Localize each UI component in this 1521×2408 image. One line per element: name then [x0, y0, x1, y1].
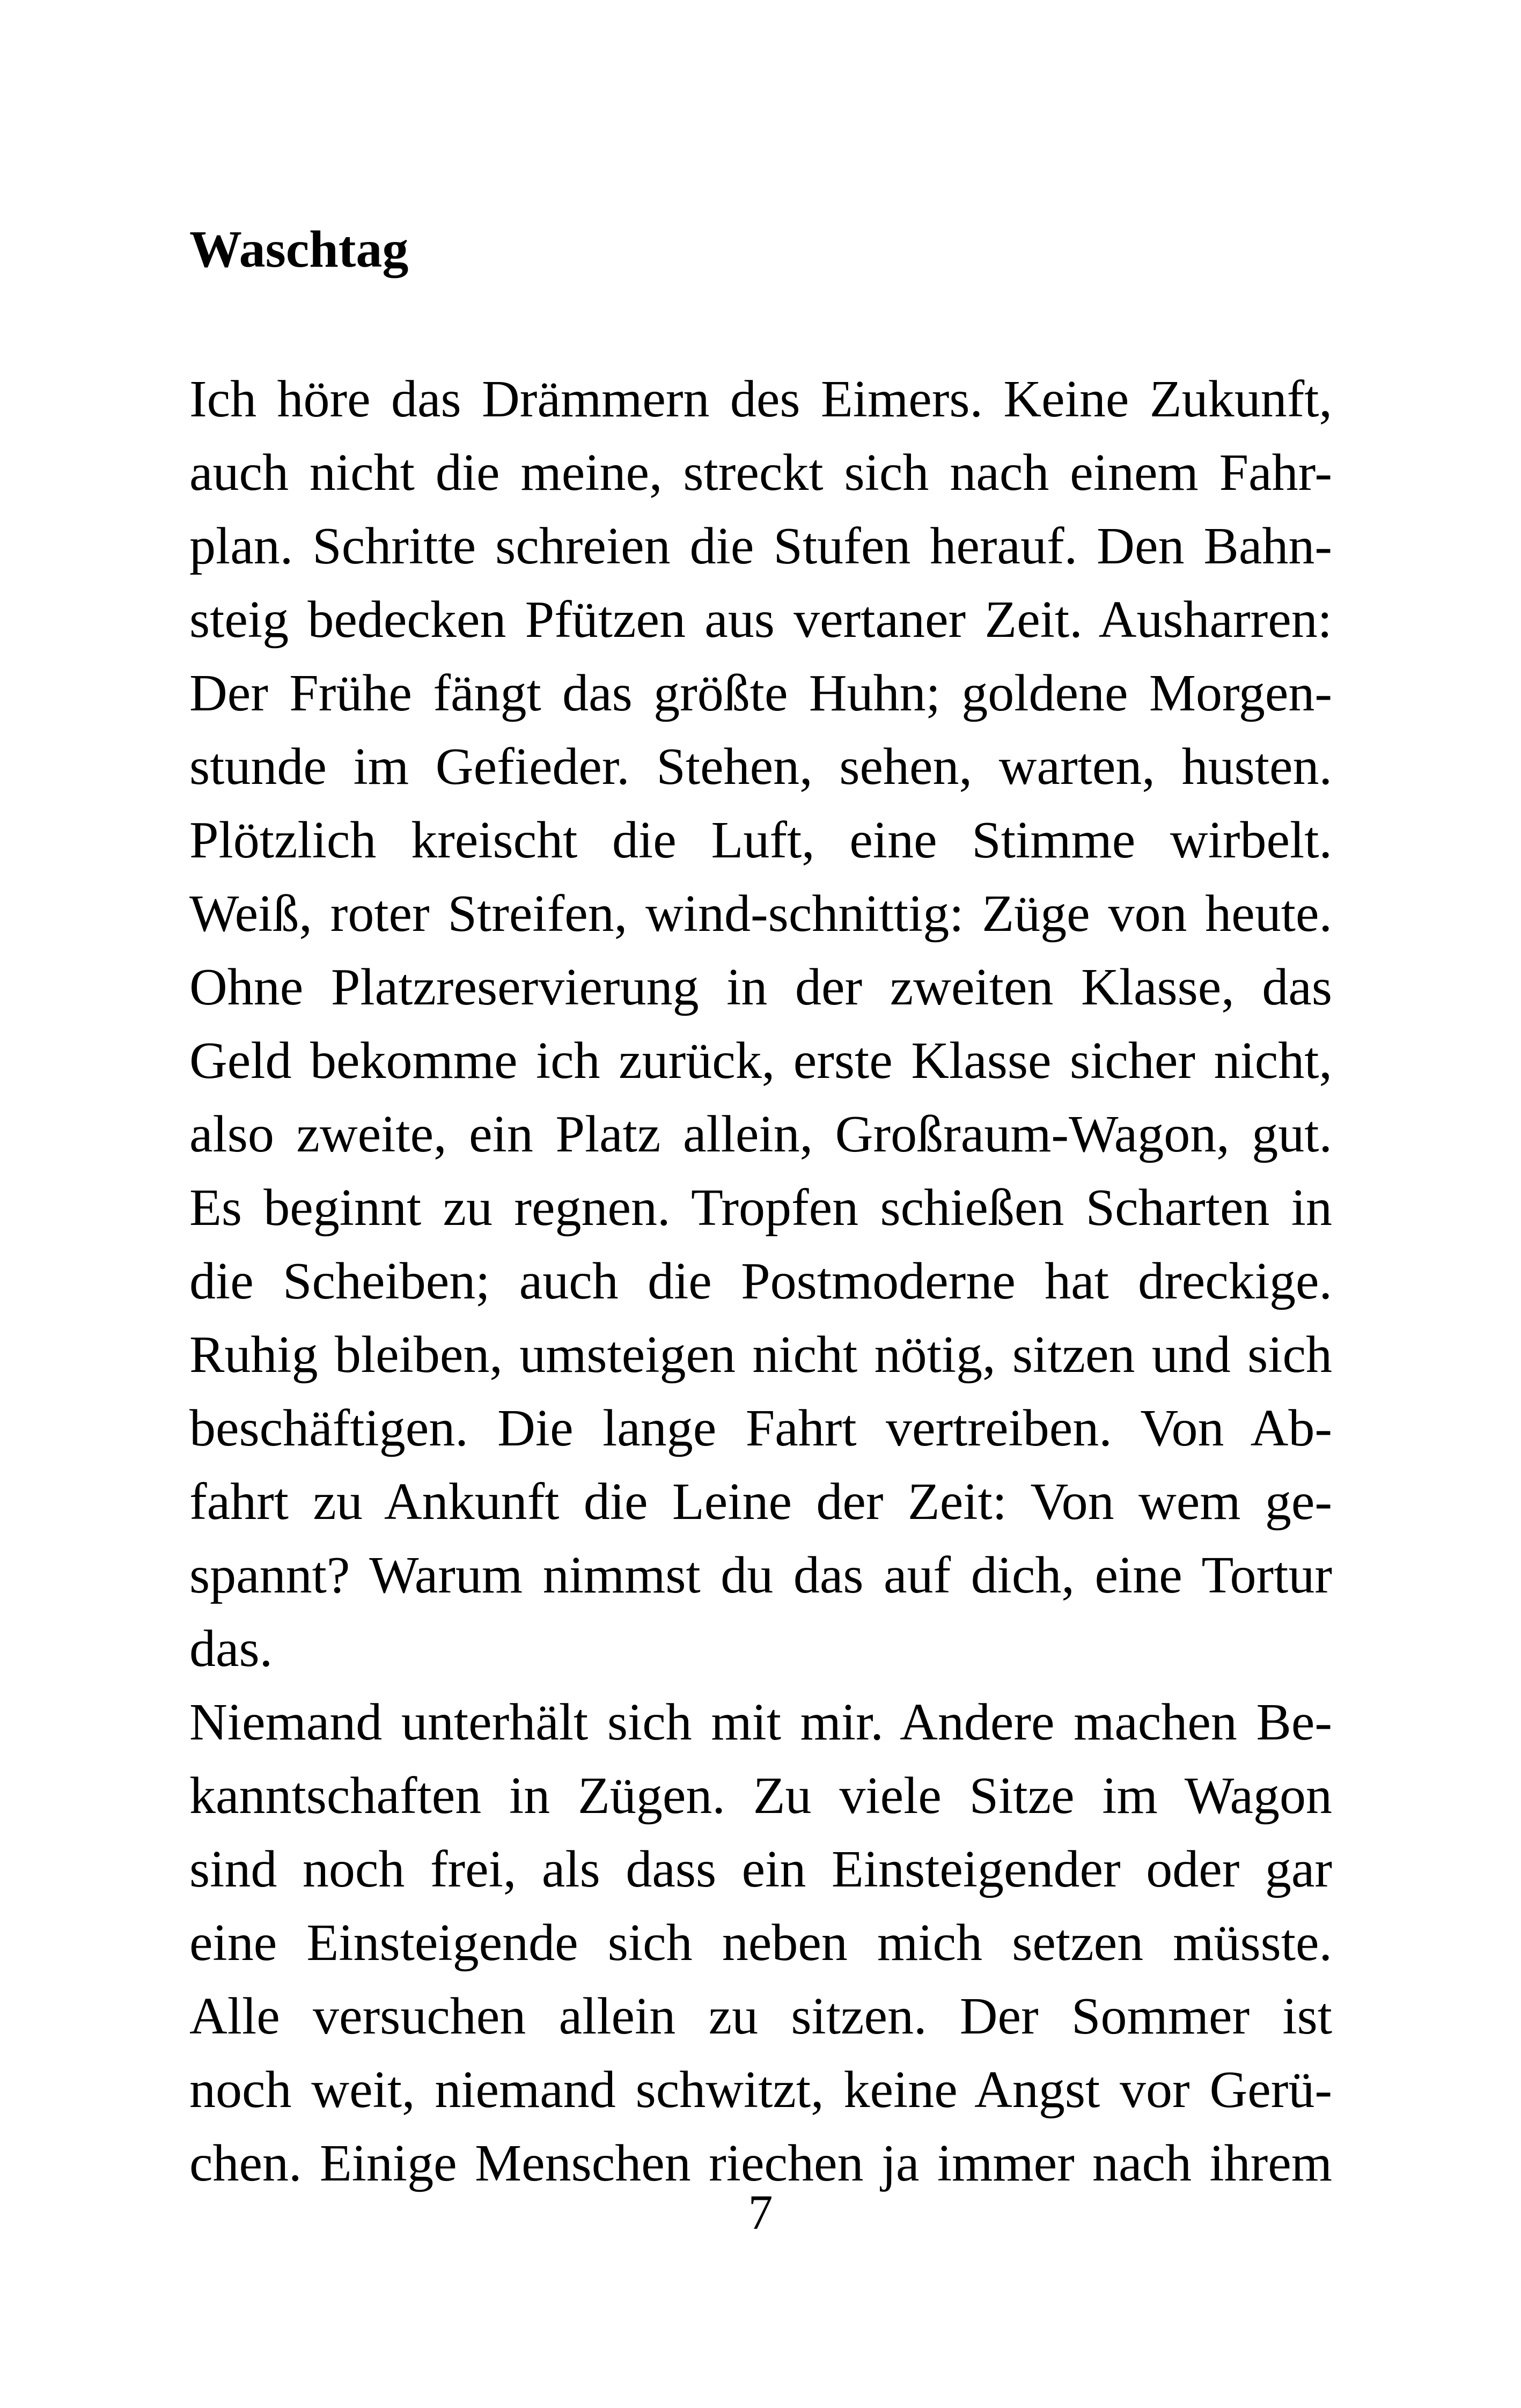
text-line: auch nicht die meine, streckt sich nach einem Fahr- [189, 444, 1332, 502]
text-line: spannt? Warum nimmst du das auf dich, eine Tortur [189, 1546, 1332, 1604]
text-line: noch weit, niemand schwitzt, keine Angst vor Gerü- [189, 2061, 1332, 2119]
text-line: plan. Schritte schreien die Stufen herauf. Den Bahn- [189, 517, 1332, 575]
text-line: Ruhig bleiben, umsteigen nicht nötig, sitzen und sich [189, 1326, 1332, 1384]
text-line: Der Frühe fängt das größte Huhn; goldene Morgen- [189, 664, 1332, 722]
text-line: Ohne Platzreservierung in der zweiten Klasse, das [189, 958, 1332, 1016]
text-line: Geld bekomme ich zurück, erste Klasse sicher nicht, [189, 1032, 1332, 1090]
text-line: sind noch frei, als dass ein Einsteigender oder gar [189, 1840, 1332, 1898]
text-line: chen. Einige Menschen riechen ja immer nach ihrem [189, 2134, 1332, 2192]
text-line: Weiß, roter Streifen, wind-schnittig: Züge von heute. [189, 885, 1332, 943]
text-line: die Scheiben; auch die Postmoderne hat dreckige. [189, 1252, 1332, 1310]
text-line: Es beginnt zu regnen. Tropfen schießen Scharten in [189, 1179, 1332, 1237]
text-line: eine Einsteigende sich neben mich setzen müsste. [189, 1914, 1332, 1972]
text-line: fahrt zu Ankunft die Leine der Zeit: Von wem ge- [189, 1473, 1332, 1531]
text-line: Niemand unterhält sich mit mir. Andere machen Be- [189, 1693, 1332, 1751]
text-line: also zweite, ein Platz allein, Großraum-Wagon, gut. [189, 1105, 1332, 1163]
text-line: beschäftigen. Die lange Fahrt vertreiben. Von Ab- [189, 1399, 1332, 1457]
text-line: stunde im Gefieder. Stehen, sehen, warten, husten. [189, 738, 1332, 796]
body-text [189, 363, 1332, 2200]
chapter-title: Waschtag [189, 221, 409, 278]
text-line: kanntschaften in Zügen. Zu viele Sitze im Wagon [189, 1767, 1332, 1825]
paragraph-end-line: das. [189, 1620, 273, 1678]
text-line: Plötzlich kreischt die Luft, eine Stimme wirbelt. [189, 811, 1332, 869]
text-line: Ich höre das Drämmern des Eimers. Keine Zukunft, [189, 370, 1332, 428]
text-line: steig bedecken Pfützen aus vertaner Zeit. Ausharren: [189, 591, 1332, 649]
text-line: Alle versuchen allein zu sitzen. Der Sommer ist [189, 1987, 1332, 2045]
page-number: 7 [748, 2185, 773, 2240]
